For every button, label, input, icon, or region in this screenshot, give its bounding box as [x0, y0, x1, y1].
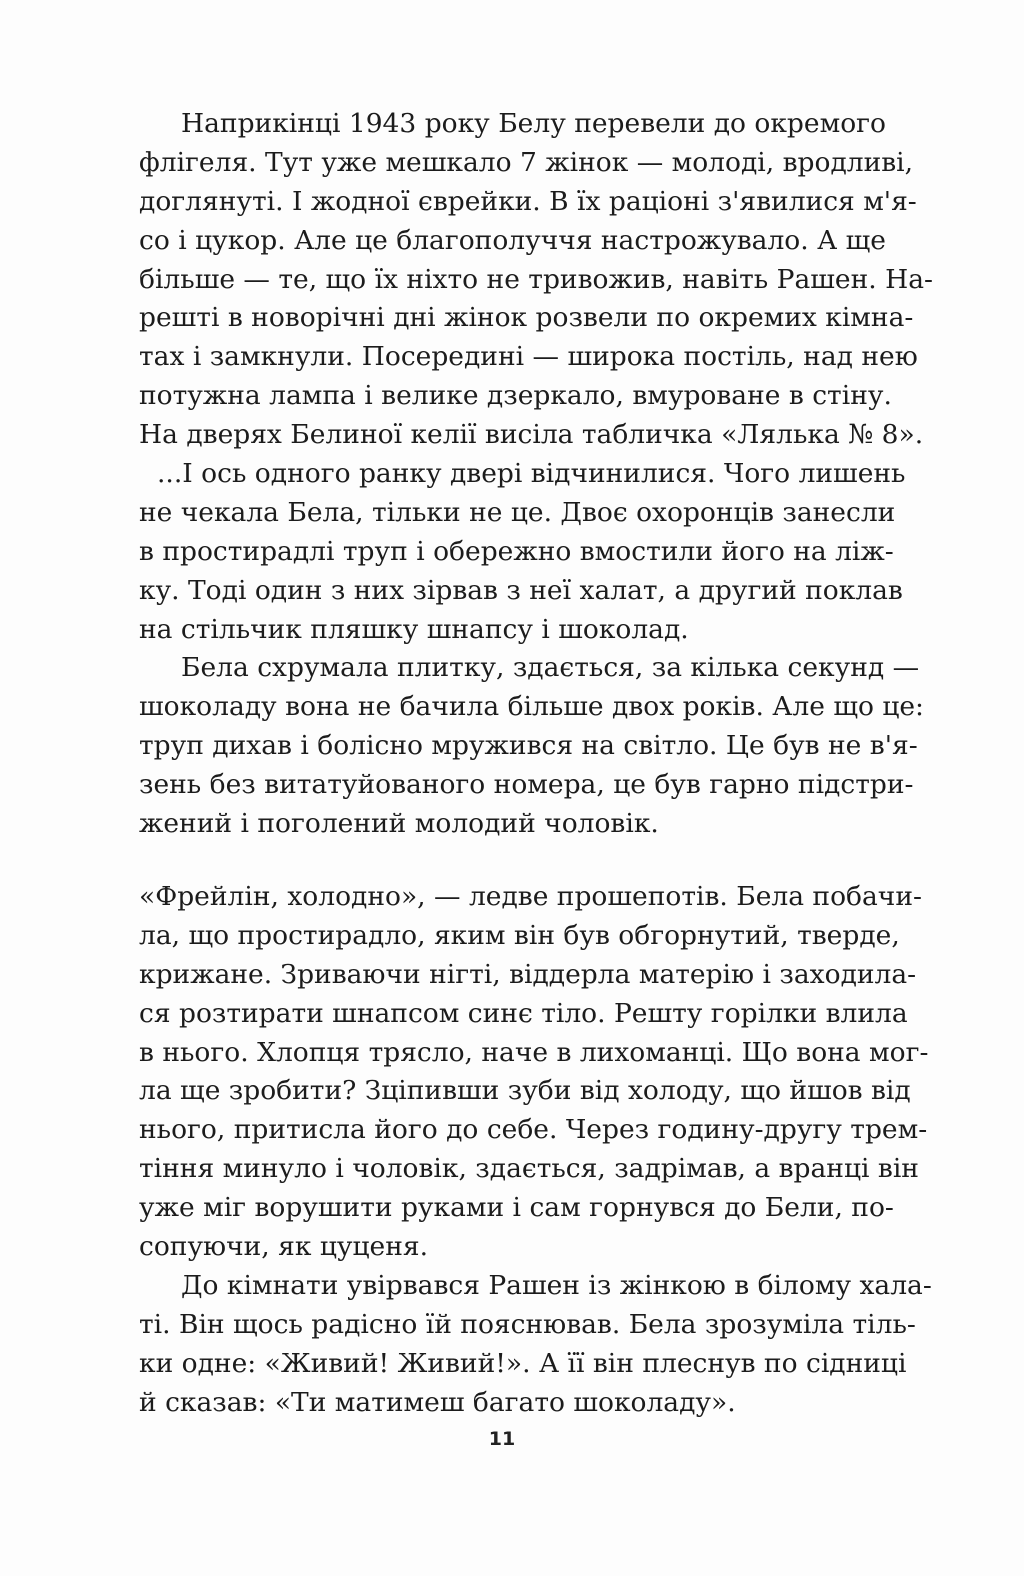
- text-line: жений і поголений молодий чоловік.: [139, 808, 659, 840]
- text-line: зень без витатуйованого номера, це був гарно підстри-: [139, 769, 914, 801]
- text-line: більше — те, що їх ніхто не тривожив, навіть Рашен. На-: [139, 263, 933, 295]
- text-line: тіння минуло і чоловік, здається, задрімав, а вранці він: [139, 1153, 919, 1185]
- text-block-bottom: [139, 878, 932, 1422]
- text-line: ...І ось одного ранку двері відчинилися. Чого лишень: [157, 458, 906, 490]
- text-line: крижане. Зриваючи нігті, віддерла матерію і заходила-: [139, 958, 917, 990]
- text-line: й сказав: «Ти матимеш багато шоколаду».: [139, 1386, 736, 1418]
- text-line: тах і замкнули. Посередині — широка постіль, над нею: [139, 341, 918, 373]
- text-line: На дверях Белиної келії висіла табличка «Лялька № 8».: [139, 419, 924, 451]
- text-line: ла ще зробити? Зціпивши зуби від холоду, що йшов від: [139, 1075, 911, 1107]
- text-line: ла, що простирадло, яким він був обгорнутий, тверде,: [139, 919, 900, 951]
- text-line: доглянуті. І жодної єврейки. В їх раціоні з'явилися м'я-: [139, 185, 917, 217]
- text-line: труп дихав і болісно мружився на світло. Це був не в'я-: [139, 730, 918, 762]
- text-line: ку. Тоді один з них зірвав з неї халат, а другий поклав: [139, 574, 903, 606]
- text-line: Бела схрумала плитку, здається, за кілька секунд —: [181, 652, 920, 684]
- text-line: нього, притисла його до себе. Через годину-другу трем-: [139, 1114, 928, 1146]
- text-line: не чекала Бела, тільки не це. Двоє охоронців занесли: [139, 496, 896, 528]
- text-block-top: [139, 105, 933, 844]
- text-line: До кімнати увірвався Рашен із жінкою в білому хала-: [181, 1269, 932, 1301]
- text-line: на стільчик пляшку шнапсу і шоколад.: [139, 613, 689, 645]
- text-line: ті. Він щось радісно їй пояснював. Бела зрозуміла тіль-: [139, 1308, 916, 1340]
- text-line: Наприкінці 1943 року Белу перевели до окремого: [181, 108, 886, 139]
- text-line: решті в новорічні дні жінок розвели по окремих кімна-: [139, 302, 914, 334]
- text-line: ся розтирати шнапсом синє тіло. Решту горілки влила: [139, 997, 908, 1029]
- text-line: в простирадлі труп і обережно вмостили його на ліж-: [139, 535, 894, 567]
- text-line: «Фрейлін, холодно», — ледве прошепотів. Бела побачи-: [139, 881, 922, 912]
- text-line: потужна лампа і велике дзеркало, вмуроване в стіну.: [139, 380, 892, 412]
- text-line: ки одне: «Живий! Живий!». А її він плеснув по сідниці: [139, 1347, 907, 1379]
- text-line: сопуючи, як цуценя.: [139, 1231, 429, 1263]
- page-number: 11: [488, 1428, 516, 1450]
- text-line: со і цукор. Але це благополуччя настрожувало. А ще: [139, 224, 886, 256]
- text-line: в нього. Хлопця трясло, наче в лихоманці. Що вона мог-: [139, 1036, 929, 1068]
- text-line: флігеля. Тут уже мешкало 7 жінок — молоді, вродливі,: [139, 146, 914, 178]
- text-line: уже міг ворушити руками і сам горнувся до Бели, по-: [139, 1192, 894, 1224]
- text-line: шоколаду вона не бачила більше двох років. Але що це:: [139, 691, 924, 723]
